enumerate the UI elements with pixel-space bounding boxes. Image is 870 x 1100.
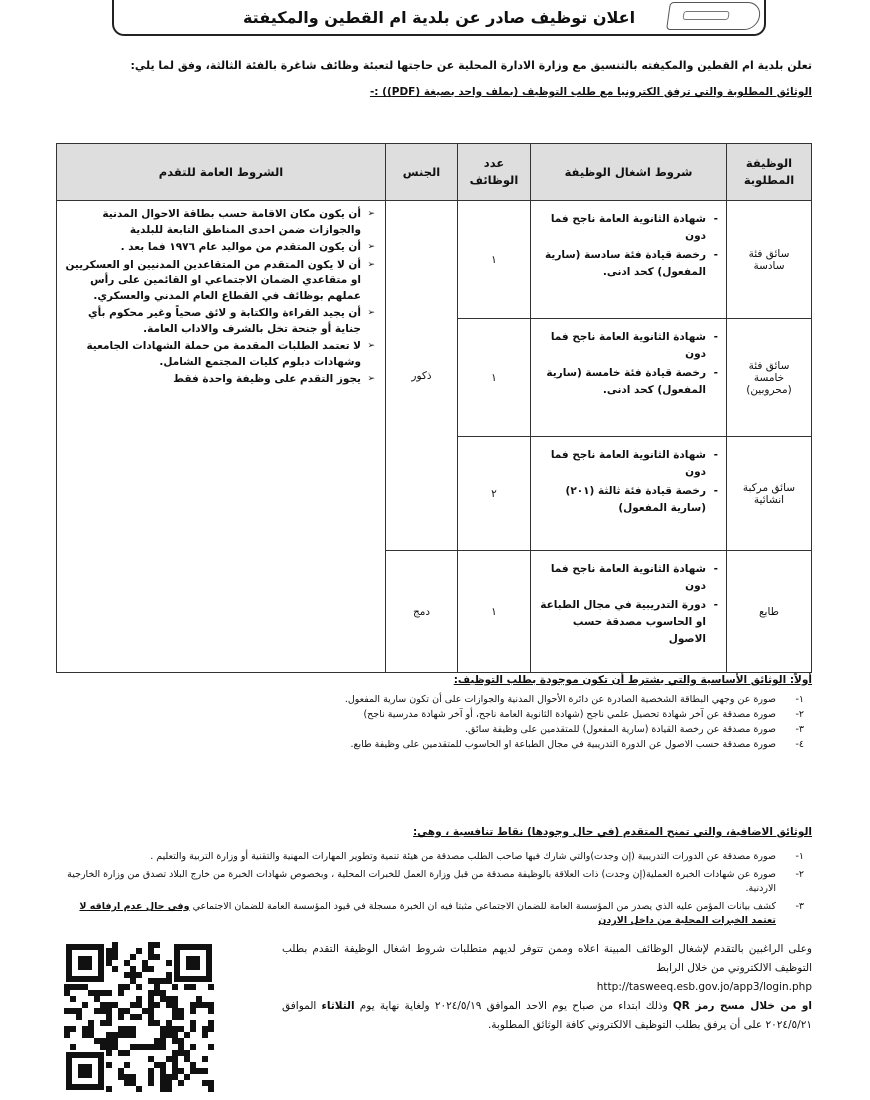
- basic-docs-heading: أولاً: الوثائق الأساسية والتي يشترط أن تكون موجودة بطلب التوظيف:: [453, 674, 812, 686]
- closing-text-3: الموافق ٢٠٢٤/٥/٢١ على أن يرفق بطلب التوظيف الالكتروني كافة الوثائق المطلوبة.: [282, 1000, 812, 1031]
- header-general: الشروط العامة للتقدم: [57, 144, 386, 201]
- item-number: ٤-: [795, 739, 804, 750]
- additional-docs-heading: [52, 826, 812, 838]
- requirement-item: - رخصة قيادة فئة ثالثة (٢٠١) (سارية المفعول): [537, 483, 706, 517]
- qr-phrase: او من خلال مسح رمز QR: [672, 1000, 812, 1012]
- job-requirements: [531, 201, 727, 319]
- item-number: ٣-: [795, 724, 804, 735]
- requirement-item: - شهادة الثانوية العامة ناجح فما دون: [537, 329, 706, 363]
- table-row: [57, 201, 812, 319]
- job-count: ١: [458, 551, 531, 673]
- additional-docs-list: [64, 850, 804, 932]
- header-job: الوظيفة المطلوبة: [727, 144, 812, 201]
- general-conditions: [57, 201, 386, 673]
- intro-paragraph: تعلن بلدية ام القطين والمكيفته بالتنسيق مع وزارة الادارة المحلية عن حاجتها لتعبئة وظائف شاغرة بالفئة الثالثة، وفق لما يلي:: [130, 59, 812, 72]
- item-text: صورة مصدقة عن الدورات التدريبية (إن وجدت)والتي شارك فيها صاحب الطلب مصدقة من هيئة تنمية وتطوير المهارات المهنية والتقنية أو وزارة التربية والتعليم .: [150, 851, 776, 862]
- item-text: صورة عن شهادات الخبرة العملية(إن وجدت) ذات العلاقة بالوظيفة مصدقة من قبل وزارة العمل للخبرات المحلية ، وبخصوص شهادات الخبرة من خارج البلاد تصدق من وزارة الخارجية الاردنية.: [67, 869, 776, 894]
- closing-paragraph: [282, 940, 812, 1035]
- job-title: سائق مركبة انشائية: [727, 437, 812, 551]
- header-requirements: شروط اشغال الوظيفة: [531, 144, 727, 201]
- item-text: صورة مصدقة عن رخصة القيادة (سارية المفعول) للمتقدمين على وظيفة سائق.: [465, 724, 776, 735]
- item-text: صورة مصدقة عن آخر شهادة تحصيل علمي ناجح (شهادة الثانوية العامة ناجح، أو آخر شهادة مدرسية ناجح): [363, 709, 776, 720]
- qr-code-icon[interactable]: [64, 942, 214, 1092]
- requirement-item: - شهادة الثانوية العامة ناجح فما دون: [537, 211, 706, 245]
- job-title: سائق فئة سادسة: [727, 201, 812, 319]
- closing-text-1: وعلى الراغبين بالتقدم لإشغال الوظائف المبينة اعلاه وممن تتوفر لديهم متطلبات شروط اشغال الوظيفة التقدم بطلب التوظيف الالكتروني من خلال الرابط: [282, 943, 812, 974]
- list-item: [64, 868, 804, 896]
- requirement-item: - شهادة الثانوية العامة ناجح فما دون: [537, 561, 706, 595]
- job-title: سائق فئة خامسة (محروبين): [727, 319, 812, 437]
- job-title: طابع: [727, 551, 812, 673]
- job-count: ١: [458, 319, 531, 437]
- requirement-item: - شهادة الثانوية العامة ناجح فما دون: [537, 447, 706, 481]
- requirement-item: - رخصة قيادة فئة سادسة (سارية المفعول) كحد ادنى.: [537, 247, 706, 281]
- job-requirements: [531, 437, 727, 551]
- header-count: عدد الوظائف: [458, 144, 531, 201]
- item-number: ٢-: [795, 869, 804, 880]
- header-gender: الجنس: [386, 144, 458, 201]
- item-text: صورة عن وجهي البطاقة الشخصية الصادرة عن دائرة الأحوال المدنية والجوازات على أن تكون سارية المفعول.: [344, 694, 776, 705]
- jobs-table: [56, 143, 812, 673]
- announcement-title: اعلان توظيف صادر عن بلدية ام القطين والمكيفتة: [112, 0, 766, 36]
- application-link[interactable]: http://tasweeq.esb.gov.jo/app3/login.php: [596, 981, 812, 993]
- item-number: ٣-: [795, 901, 804, 912]
- item-text: كشف بيانات المؤمن عليه الذي يصدر من المؤسسة العامة للضمان الاجتماعي مثبتا فيه ان الخبرة مسجلة في قيود المؤسسة العامة للضمان الاجتماعي: [192, 901, 776, 912]
- condition-item: ➢ يجوز التقدم على وظيفة واحدة فقط: [63, 372, 361, 388]
- closing-text-2: وذلك ابتداء من صباح يوم الاحد الموافق ٢٠٢٤/٥/١٩ ولغاية نهاية يوم: [359, 1000, 668, 1012]
- required-docs-text: الوثائق المطلوبة والتي ترفق الكترونيا مع طلب التوظيف (بملف واحد بصيغة (PDF)) :-: [369, 86, 812, 98]
- table-header-row: [57, 144, 812, 201]
- item-number: ٢-: [795, 709, 804, 720]
- condition-item: ➢ أن يكون مكان الاقامة حسب بطاقة الاحوال المدنية والجوازات ضمن احدى المناطق التابعة للبلدية: [63, 207, 361, 238]
- job-gender: ذكور: [386, 201, 458, 551]
- list-item: [64, 722, 804, 737]
- job-requirements: [531, 319, 727, 437]
- item-number: ١-: [795, 851, 804, 862]
- item-emphasis: وفي حال عدم ارفاقه لا تعتمد الخبرات المحلية من داخل الاردن: [79, 901, 776, 926]
- item-text: صورة مصدقة حسب الاصول عن الدورة التدريبية في مجال الطباعة او الحاسوب للمتقدمين على وظيفة طابع.: [350, 739, 776, 750]
- requirement-item: - دورة التدريبية في مجال الطباعة او الحاسوب مصدقة حسب الاصول: [537, 597, 706, 648]
- job-count: ٢: [458, 437, 531, 551]
- closing-tuesday: الثلاثاء: [321, 1000, 355, 1012]
- job-count: ١: [458, 201, 531, 319]
- requirement-item: - رخصة قيادة فئة خامسة (سارية المفعول) كحد ادنى.: [537, 365, 706, 399]
- basic-docs-list: [64, 692, 804, 752]
- condition-item: ➢ أن يجيد القراءة والكتابة و لائق صحياً وغير محكوم بأي جناية أو جنحة تخل بالشرف والاداب العامة.: [63, 306, 361, 337]
- item-number: ١-: [795, 694, 804, 705]
- required-docs-line: [52, 86, 812, 98]
- condition-item: ➢ أن لا يكون المتقدم من المتقاعدين المدنيين او العسكريين او متقاعدي الضمان الاجتماعي او القائمين على رأس عملهم بوظائف في القطاع العام المدني والعسكري.: [63, 258, 361, 305]
- job-requirements: [531, 551, 727, 673]
- condition-item: ➢ أن يكون المتقدم من مواليد عام ١٩٧٦ فما بعد .: [63, 240, 361, 256]
- list-item: [64, 900, 804, 928]
- list-item: [64, 737, 804, 752]
- list-item: [64, 850, 804, 864]
- list-item: [64, 692, 804, 707]
- condition-item: ➢ لا تعتمد الطلبات المقدمة من حملة الشهادات الجامعية وشهادات دبلوم كليات المجتمع الشامل.: [63, 339, 361, 370]
- list-item: [64, 707, 804, 722]
- additional-docs-text: الوثائق الاضافية، والتي تمنح المتقدم (في حال وجودها) نقاط تنافسية ، وهي:: [412, 826, 812, 838]
- job-gender: دمج: [386, 551, 458, 673]
